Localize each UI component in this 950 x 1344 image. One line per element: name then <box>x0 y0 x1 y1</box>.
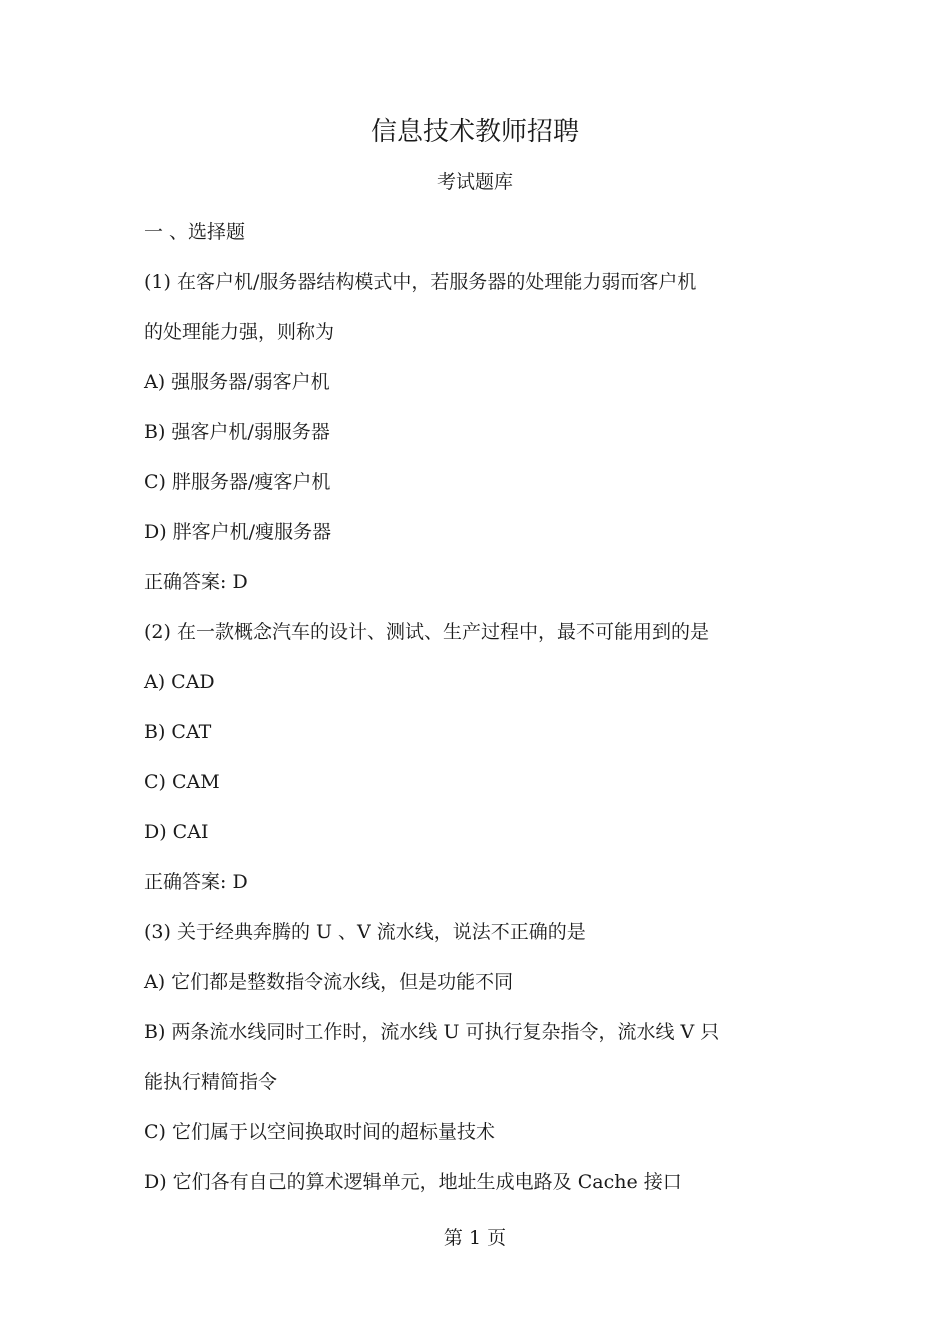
document-subtitle: 考试题库 <box>436 171 513 193</box>
question-3-stem: (3) 关于经典奔腾的 U 、V 流水线，说法不正确的是 <box>144 921 586 943</box>
question-2-option-c: C) CAM <box>144 771 220 793</box>
question-1-option-a: A) 强服务器/弱客户机 <box>144 371 330 393</box>
document-body <box>144 214 814 1214</box>
question-1-answer: 正确答案: D <box>144 571 248 593</box>
question-3-option-a: A) 它们都是整数指令流水线，但是功能不同 <box>144 971 514 993</box>
question-3-option-c: C) 它们属于以空间换取时间的超标量技术 <box>144 1121 495 1143</box>
question-1-option-c: C) 胖服务器/瘦客户机 <box>144 471 331 493</box>
question-1-option-b: B) 强客户机/弱服务器 <box>144 421 330 443</box>
question-2-option-a: A) CAD <box>144 671 215 693</box>
question-3-option-b-line-2: 能执行精简指令 <box>144 1071 278 1093</box>
question-2-stem: (2) 在一款概念汽车的设计、测试、生产过程中，最不可能用到的是 <box>144 621 709 643</box>
page-number: 第 1 页 <box>443 1227 507 1249</box>
question-1-stem-line-1: (1) 在客户机/服务器结构模式中，若服务器的处理能力弱而客户机 <box>144 271 697 293</box>
document-title: 信息技术教师招聘 <box>370 117 579 147</box>
question-2-answer: 正确答案: D <box>144 871 248 893</box>
section-heading: 一 、选择题 <box>144 221 246 243</box>
question-1-stem-line-2: 的处理能力强，则称为 <box>144 321 335 343</box>
question-2-option-b: B) CAT <box>144 721 212 743</box>
question-2-option-d: D) CAI <box>144 821 209 843</box>
question-1-option-d: D) 胖客户机/瘦服务器 <box>144 521 332 543</box>
question-3-option-b-line-1: B) 两条流水线同时工作时，流水线 U 可执行复杂指令，流水线 V 只 <box>144 1021 720 1043</box>
question-3-option-d: D) 它们各有自己的算术逻辑单元，地址生成电路及 Cache 接口 <box>144 1171 682 1193</box>
